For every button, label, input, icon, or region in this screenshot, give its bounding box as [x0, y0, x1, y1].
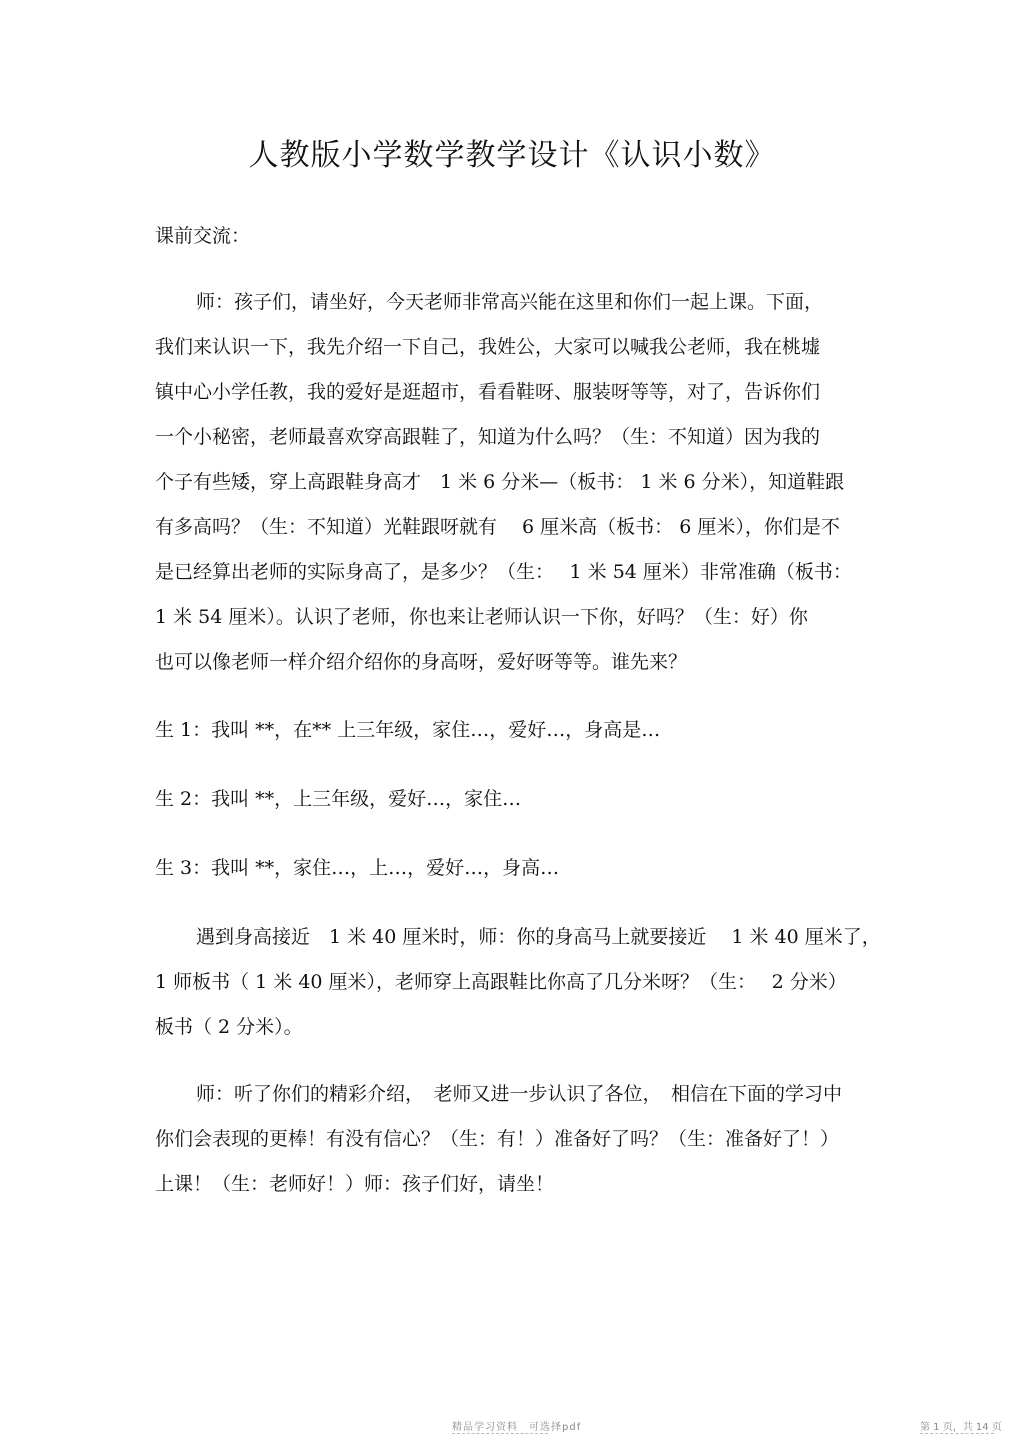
- paragraph-line: 也可以像老师一样介绍介绍你的身高呀，爱好呀等等。谁先来？: [155, 651, 688, 673]
- paragraph-line: 上课！（生：老师好！）师：孩子们好，请坐！: [155, 1173, 555, 1195]
- paragraph-line: 1 师板书（ 1 米 40 厘米），老师穿上高跟鞋比你高了几分米呀？（生： 2 分米）: [155, 971, 847, 993]
- student-line: 生 3：我叫 **，家住…，上…，爱好…，身高…: [155, 857, 560, 879]
- page-number: 第 1 页，共 14 页: [920, 1422, 1002, 1433]
- paragraph-line: 遇到身高接近 1 米 40 厘米时，师：你的身高马上就要接近 1 米 40 厘米了，: [196, 926, 881, 948]
- section-heading: 课前交流：: [155, 225, 251, 247]
- paragraph-line: 个子有些矮，穿上高跟鞋身高才 1 米 6 分米—（板书： 1 米 6 分米），知道鞋跟: [155, 471, 845, 493]
- paragraph-line: 镇中心小学任教，我的爱好是逛超市，看看鞋呀、服装呀等等，对了，告诉你们: [155, 381, 821, 403]
- paragraph-line: 是已经算出老师的实际身高了，是多少？（生： 1 米 54 厘米）非常准确（板书：: [155, 561, 852, 583]
- paragraph-line: 师：听了你们的精彩介绍， 老师又进一步认识了各位， 相信在下面的学习中: [196, 1083, 843, 1105]
- paragraph-line: 你们会表现的更棒！有没有信心？（生：有！）准备好了吗？（生：准备好了！）: [155, 1128, 840, 1150]
- paragraph-line: 一个小秘密，老师最喜欢穿高跟鞋了，知道为什么吗？（生：不知道）因为我的: [155, 426, 821, 448]
- footer-divider: [452, 1433, 548, 1434]
- footer-divider: [920, 1433, 994, 1434]
- footer-watermark: 精品学习资料 可选择pdf: [452, 1422, 582, 1433]
- document-title: 人教版小学数学教学设计《认识小数》: [248, 138, 776, 173]
- paragraph-line: 我们来认识一下，我先介绍一下自己，我姓公，大家可以喊我公老师，我在桃墟: [155, 336, 821, 358]
- paragraph-line: 师：孩子们，请坐好，今天老师非常高兴能在这里和你们一起上课。下面，: [196, 291, 824, 313]
- student-line: 生 1：我叫 **，在** 上三年级，家住…，爱好…，身高是…: [155, 719, 661, 741]
- paragraph-line: 1 米 54 厘米）。认识了老师，你也来让老师认识一下你，好吗？（生：好）你: [155, 606, 808, 628]
- paragraph-line: 板书（ 2 分米）。: [155, 1016, 303, 1038]
- paragraph-line: 有多高吗？（生：不知道）光鞋跟呀就有 6 厘米高（板书： 6 厘米），你们是不: [155, 516, 840, 538]
- student-line: 生 2：我叫 **，上三年级，爱好…，家住…: [155, 788, 522, 810]
